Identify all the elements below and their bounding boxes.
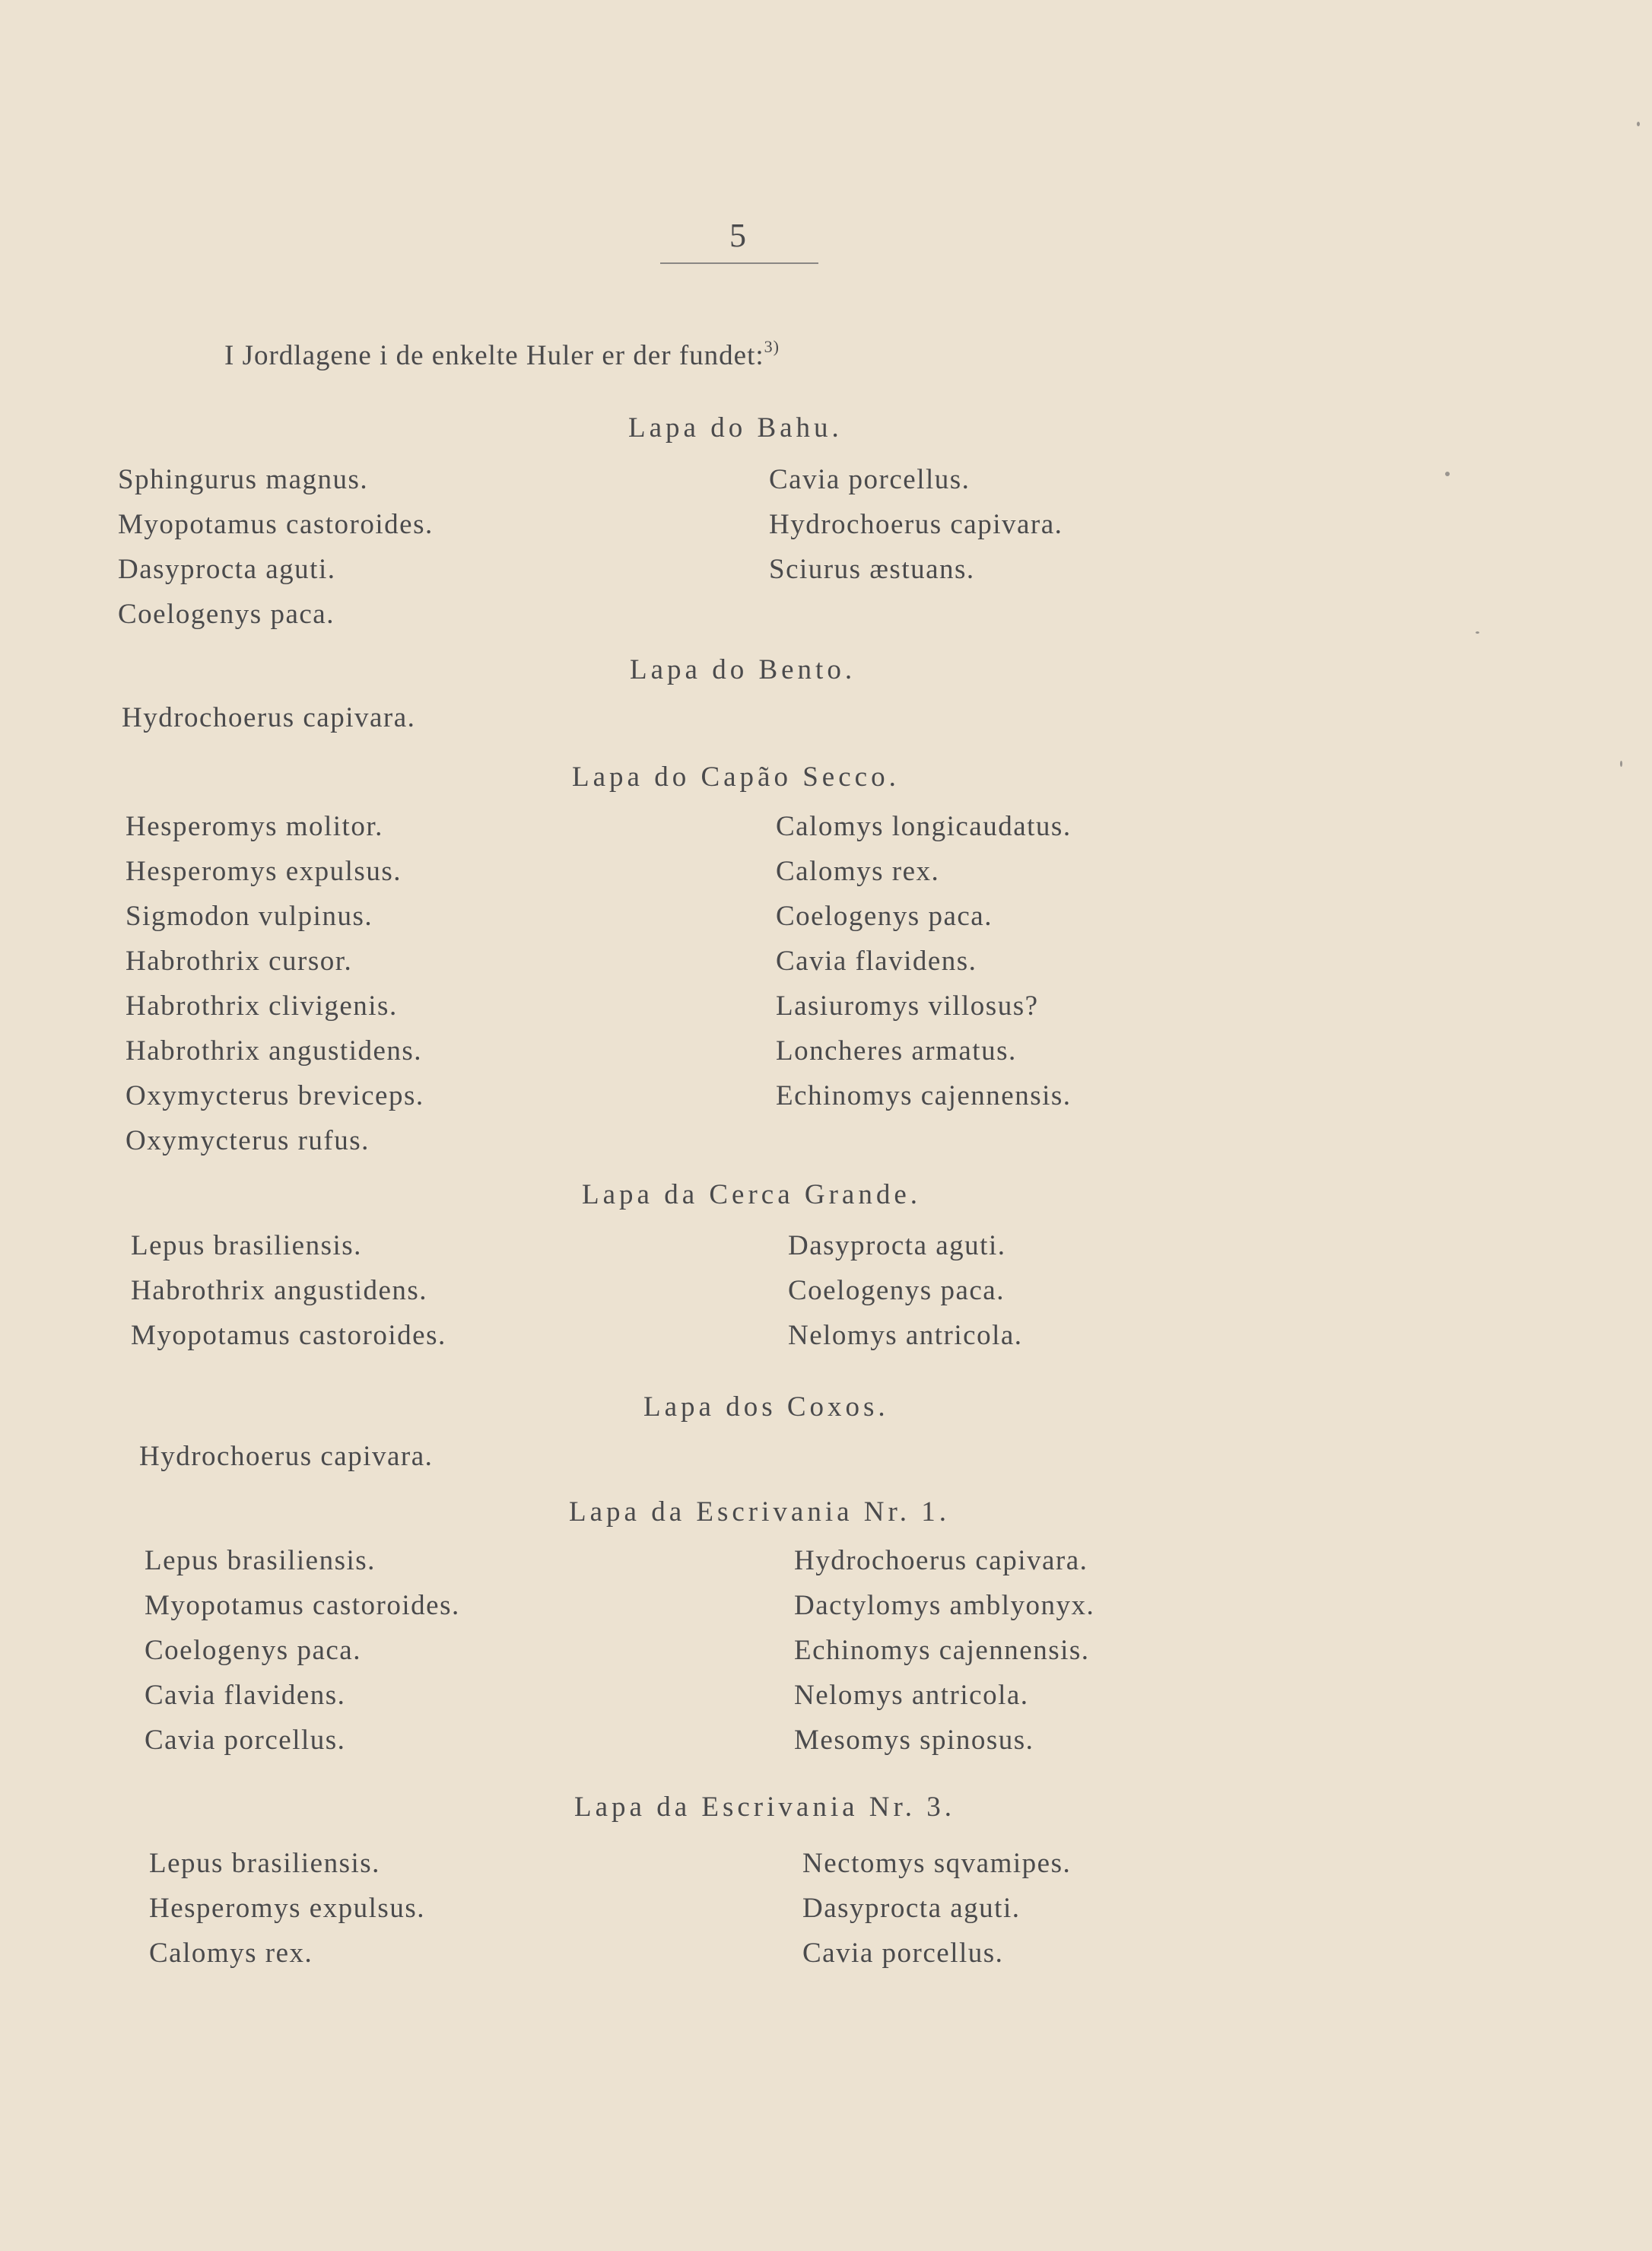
species-item: Hydrochoerus capivara. [794, 1545, 1088, 1576]
species-list-right-lapa-do-bahu [769, 457, 1063, 592]
species-item: Mesomys spinosus. [794, 1725, 1034, 1756]
page-number: 5 [729, 217, 746, 254]
paper-speck [1620, 761, 1622, 767]
species-list-left-lapa-da-escrivania-nr-3 [149, 1841, 425, 1976]
species-item: Loncheres armatus. [776, 1035, 1017, 1067]
species-item: Echinomys cajennensis. [794, 1635, 1090, 1666]
species-item: Cavia porcellus. [802, 1938, 1004, 1969]
species-item: Dasyprocta aguti. [118, 554, 336, 585]
paper-speck [1637, 122, 1640, 126]
species-item: Oxymycterus breviceps. [125, 1080, 424, 1111]
paper-speck [1476, 631, 1479, 634]
species-item: Hydrochoerus capivara. [122, 702, 416, 733]
species-item: Sphingurus magnus. [118, 464, 369, 495]
section-heading-lapa-da-escrivania-nr-3: Lapa da Escrivania Nr. 3. [574, 1792, 956, 1823]
species-item: Coelogenys paca. [788, 1275, 1005, 1306]
species-item: Lepus brasiliensis. [131, 1230, 362, 1261]
species-item: Dactylomys amblyonyx. [794, 1590, 1095, 1621]
species-list-right-lapa-da-escrivania-nr-1 [794, 1538, 1094, 1763]
section-heading-lapa-da-escrivania-nr-1: Lapa da Escrivania Nr. 1. [569, 1496, 951, 1528]
paper-speck [1445, 472, 1450, 476]
species-item: Coelogenys paca. [118, 599, 335, 630]
section-heading-lapa-da-cerca-grande: Lapa da Cerca Grande. [582, 1179, 922, 1210]
species-item: Lepus brasiliensis. [145, 1545, 376, 1576]
section-heading-lapa-dos-coxos: Lapa dos Coxos. [643, 1391, 889, 1423]
species-list-left-lapa-da-escrivania-nr-1 [145, 1538, 460, 1763]
species-list-right-lapa-da-escrivania-nr-3 [802, 1841, 1071, 1976]
species-item: Myopotamus castoroides. [145, 1590, 460, 1621]
species-list-left-lapa-dos-coxos [139, 1434, 433, 1479]
species-item: Cavia flavidens. [776, 946, 977, 977]
species-item: Lepus brasiliensis. [149, 1848, 380, 1879]
species-item: Cavia porcellus. [145, 1725, 346, 1756]
species-item: Sigmodon vulpinus. [125, 901, 373, 932]
species-item: Coelogenys paca. [145, 1635, 361, 1666]
species-item: Hydrochoerus capivara. [769, 509, 1063, 540]
species-item: Cavia flavidens. [145, 1680, 346, 1711]
species-item: Nelomys antricola. [794, 1680, 1029, 1711]
species-item: Myopotamus castoroides. [131, 1320, 446, 1351]
species-list-right-lapa-da-cerca-grande [788, 1223, 1023, 1358]
species-list-left-lapa-do-capao-secco [125, 804, 424, 1163]
species-item: Calomys longicaudatus. [776, 811, 1072, 842]
species-item: Myopotamus castoroides. [118, 509, 434, 540]
species-item: Sciurus æstuans. [769, 554, 975, 585]
species-list-left-lapa-da-cerca-grande [131, 1223, 446, 1358]
species-item: Coelogenys paca. [776, 901, 993, 932]
species-item: Hesperomys molitor. [125, 811, 383, 842]
section-heading-lapa-do-capao-secco: Lapa do Capão Secco. [572, 761, 900, 793]
species-list-left-lapa-do-bahu [118, 457, 434, 637]
species-item: Hesperomys expulsus. [149, 1893, 425, 1924]
species-item: Dasyprocta aguti. [788, 1230, 1006, 1261]
footnote-reference: 3) [764, 337, 780, 356]
section-heading-lapa-do-bahu: Lapa do Bahu. [628, 412, 843, 444]
species-item: Nectomys sqvamipes. [802, 1848, 1072, 1879]
species-list-left-lapa-do-bento [122, 695, 415, 740]
species-item: Habrothrix cursor. [125, 946, 353, 977]
species-item: Dasyprocta aguti. [802, 1893, 1021, 1924]
species-item: Oxymycterus rufus. [125, 1125, 370, 1156]
species-item: Habrothrix clivigenis. [125, 990, 398, 1022]
species-item: Hesperomys expulsus. [125, 856, 402, 887]
species-item: Habrothrix angustidens. [125, 1035, 423, 1067]
species-item: Hydrochoerus capivara. [139, 1441, 434, 1472]
intro-line [224, 337, 780, 375]
intro-text: I Jordlagene i de enkelte Huler er der fundet: [224, 340, 764, 371]
species-item: Nelomys antricola. [788, 1320, 1023, 1351]
page-number-rule [660, 262, 818, 264]
species-item: Calomys rex. [776, 856, 940, 887]
species-item: Cavia porcellus. [769, 464, 971, 495]
section-heading-lapa-do-bento: Lapa do Bento. [630, 654, 856, 685]
species-item: Habrothrix angustidens. [131, 1275, 428, 1306]
species-list-right-lapa-do-capao-secco [776, 804, 1072, 1118]
species-item: Echinomys cajennensis. [776, 1080, 1072, 1111]
species-item: Calomys rex. [149, 1938, 313, 1969]
species-item: Lasiuromys villosus? [776, 990, 1039, 1022]
